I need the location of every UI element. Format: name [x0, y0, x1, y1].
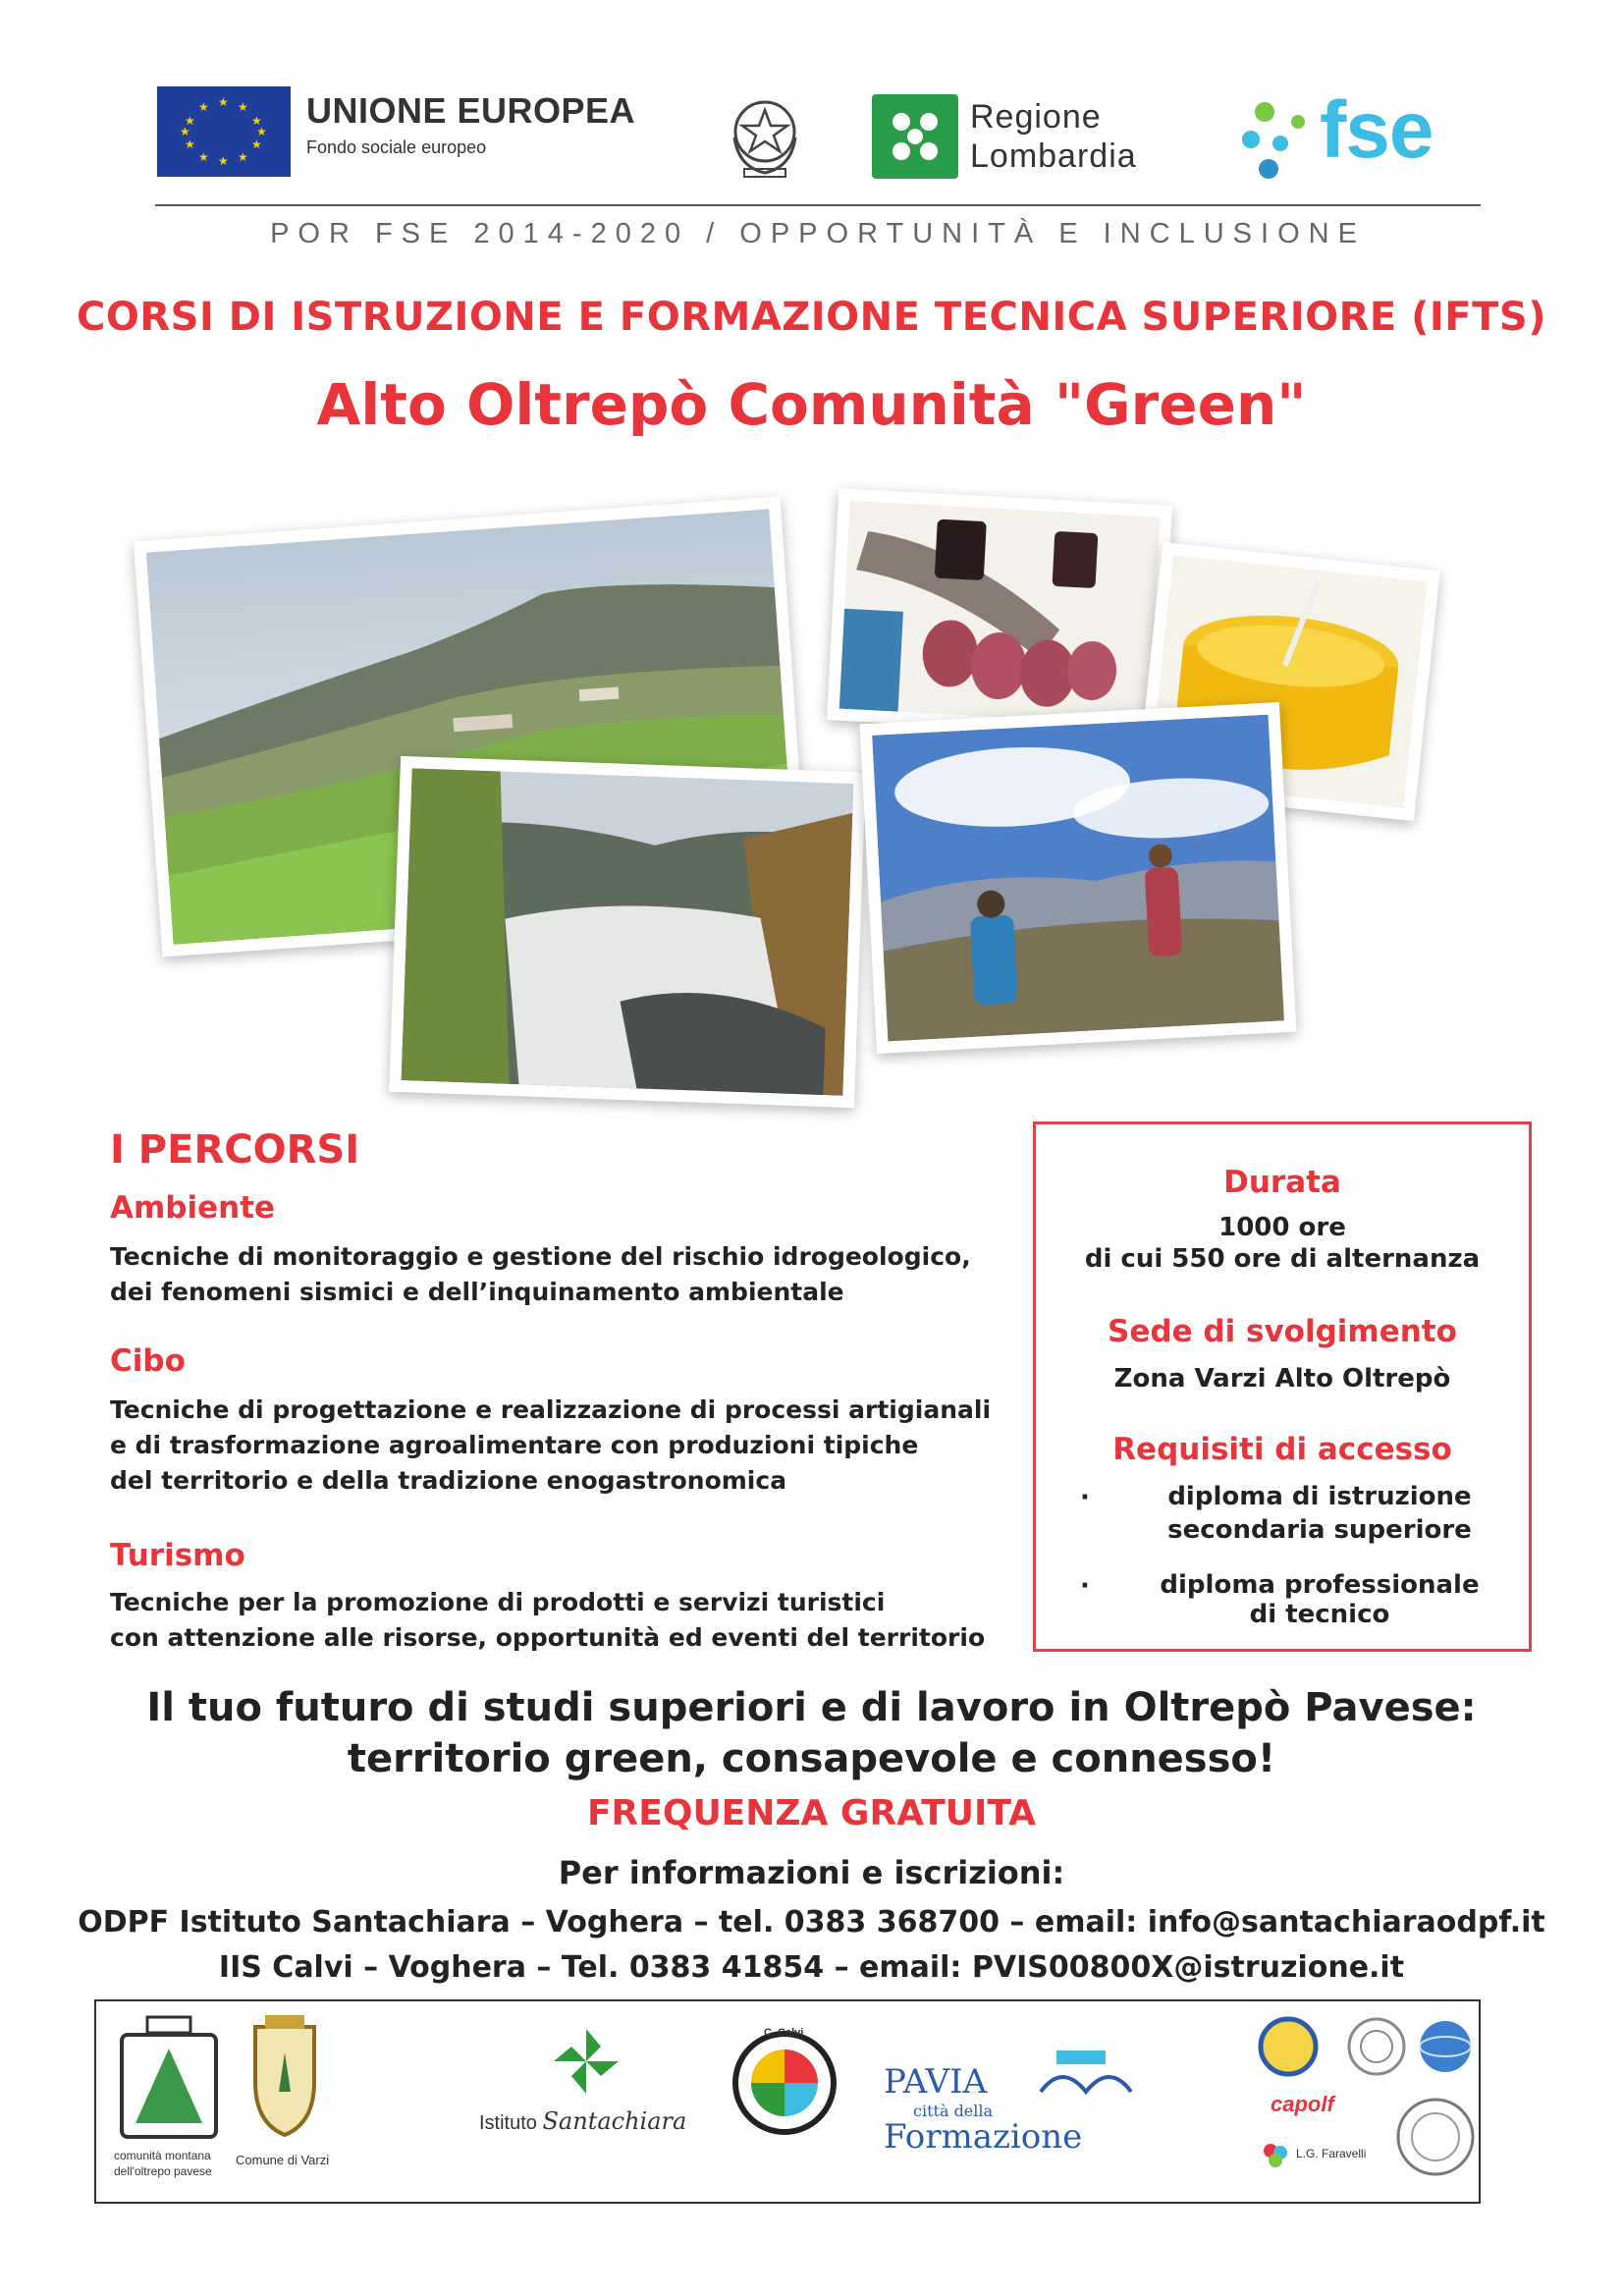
- pavia-label-1: PAVIA: [884, 2062, 988, 2102]
- requisiti-heading: Requisiti di accesso: [1112, 1432, 1452, 1467]
- sede-heading: Sede di svolgimento: [1108, 1314, 1457, 1349]
- region-name-line1: Regione: [970, 98, 1102, 136]
- sede-text: Zona Varzi Alto Oltrepò: [1113, 1364, 1451, 1394]
- requisito-line: diploma di istruzione: [1167, 1482, 1472, 1511]
- section-text-line: Tecniche per la promozione di prodotti e servizi turistici: [110, 1588, 886, 1616]
- faravelli-label: L.G. Faravelli: [1296, 2147, 1367, 2160]
- globe-badge-icon: [1414, 2015, 1477, 2078]
- info-heading: Per informazioni e iscrizioni:: [558, 1854, 1065, 1891]
- eu-subtitle: Fondo sociale europeo: [306, 137, 487, 157]
- photo-salami-wine: [827, 488, 1172, 737]
- header-divider: [155, 204, 1481, 206]
- course-title: CORSI DI ISTRUZIONE E FORMAZIONE TECNICA SUPERIORE (IFTS): [76, 295, 1546, 340]
- percorsi-heading: I PERCORSI: [110, 1127, 360, 1173]
- section-title-turismo: Turismo: [110, 1538, 245, 1573]
- calvi-logo-icon: [727, 2025, 842, 2141]
- comunita-label-2: dell'oltrepo pavese: [114, 2164, 212, 2178]
- santachiara-logo-icon: [550, 2025, 622, 2098]
- section-text-line: dei fenomeni sismici e dell’inquinamento ambientale: [110, 1278, 844, 1306]
- section-text-line: del territorio e della tradizione enogastronomica: [110, 1466, 787, 1495]
- section-text-line: e di trasformazione agroalimentare con produzioni tipiche: [110, 1431, 919, 1459]
- slogan-line1: Il tuo futuro di studi superiori e di lavoro in Oltrepò Pavese:: [146, 1685, 1477, 1730]
- varzi-label: Comune di Varzi: [236, 2153, 330, 2167]
- section-text-line: Tecniche di monitoraggio e gestione del rischio idrogeologico,: [110, 1242, 971, 1271]
- university-seal-icon: [1394, 2090, 1477, 2184]
- calvi-label: C. Calvi: [764, 2027, 804, 2039]
- bullet-icon: ·: [1080, 1571, 1090, 1601]
- contact-calvi: IIS Calvi – Voghera – Tel. 0383 41854 – email: PVIS00800X@istruzione.it: [218, 1950, 1405, 1985]
- santachiara-label: [479, 2107, 686, 2135]
- eu-title: UNIONE EUROPEA: [306, 90, 636, 131]
- free-attendance: FREQUENZA GRATUITA: [586, 1793, 1037, 1833]
- requisito-line: diploma professionale: [1160, 1570, 1480, 1600]
- italian-republic-emblem-icon: [725, 88, 805, 183]
- requisito-line: secondaria superiore: [1167, 1515, 1472, 1545]
- faravelli-logo-icon: [1261, 2141, 1290, 2170]
- comunita-label-1: comunità montana: [114, 2149, 211, 2162]
- regione-lombardia-logo-icon: [872, 94, 958, 179]
- slogan-line2: territorio green, consapevole e connesso!: [347, 1736, 1276, 1781]
- pavia-label-3: Formazione: [884, 2117, 1083, 2157]
- pavia-label-2: città della: [913, 2102, 994, 2120]
- santachiara-label-a: Istituto: [479, 2112, 537, 2134]
- section-text-line: con attenzione alle risorse, opportunità ed eventi del territorio: [110, 1623, 986, 1652]
- capolf-label: capolf: [1271, 2092, 1334, 2116]
- durata-alternanza: di cui 550 ore di alternanza: [1084, 1244, 1481, 1274]
- section-title-ambiente: Ambiente: [110, 1190, 276, 1226]
- bullet-icon: ·: [1080, 1483, 1090, 1512]
- contact-santachiara: ODPF Istituto Santachiara – Voghera – tel. 0383 368700 – email: info@santachiaraodpf.it: [78, 1905, 1545, 1940]
- photo-river: [389, 756, 866, 1108]
- program-line: POR FSE 2014-2020 / OPPORTUNITÀ E INCLUSIONE: [270, 218, 1366, 249]
- seal-badge-icon: [1345, 2015, 1408, 2078]
- region-name-line2: Lombardia: [970, 137, 1137, 175]
- course-subtitle: Alto Oltrepò Comunità "Green": [316, 371, 1307, 438]
- gazzoli-badge-icon: [1257, 2015, 1320, 2078]
- section-text-line: Tecniche di progettazione e realizzazione di processi artigianali: [110, 1395, 992, 1424]
- durata-heading: Durata: [1223, 1165, 1341, 1200]
- fse-logo-icon: [1235, 92, 1314, 183]
- comunita-montana-logo-icon: [118, 2013, 220, 2141]
- durata-hours: 1000 ore: [1218, 1213, 1346, 1242]
- eu-flag-icon: ★ ★ ★ ★ ★ ★ ★ ★ ★ ★ ★ ★: [157, 86, 291, 177]
- photo-hikers: [860, 702, 1297, 1054]
- comune-varzi-crest-icon: [236, 2013, 334, 2141]
- santachiara-label-b: Santachiara: [542, 2107, 687, 2135]
- section-title-cibo: Cibo: [110, 1343, 186, 1379]
- fse-wordmark: fse: [1320, 85, 1434, 175]
- pavia-bridge-icon: [1037, 2043, 1135, 2111]
- requisito-line: di tecnico: [1249, 1600, 1390, 1629]
